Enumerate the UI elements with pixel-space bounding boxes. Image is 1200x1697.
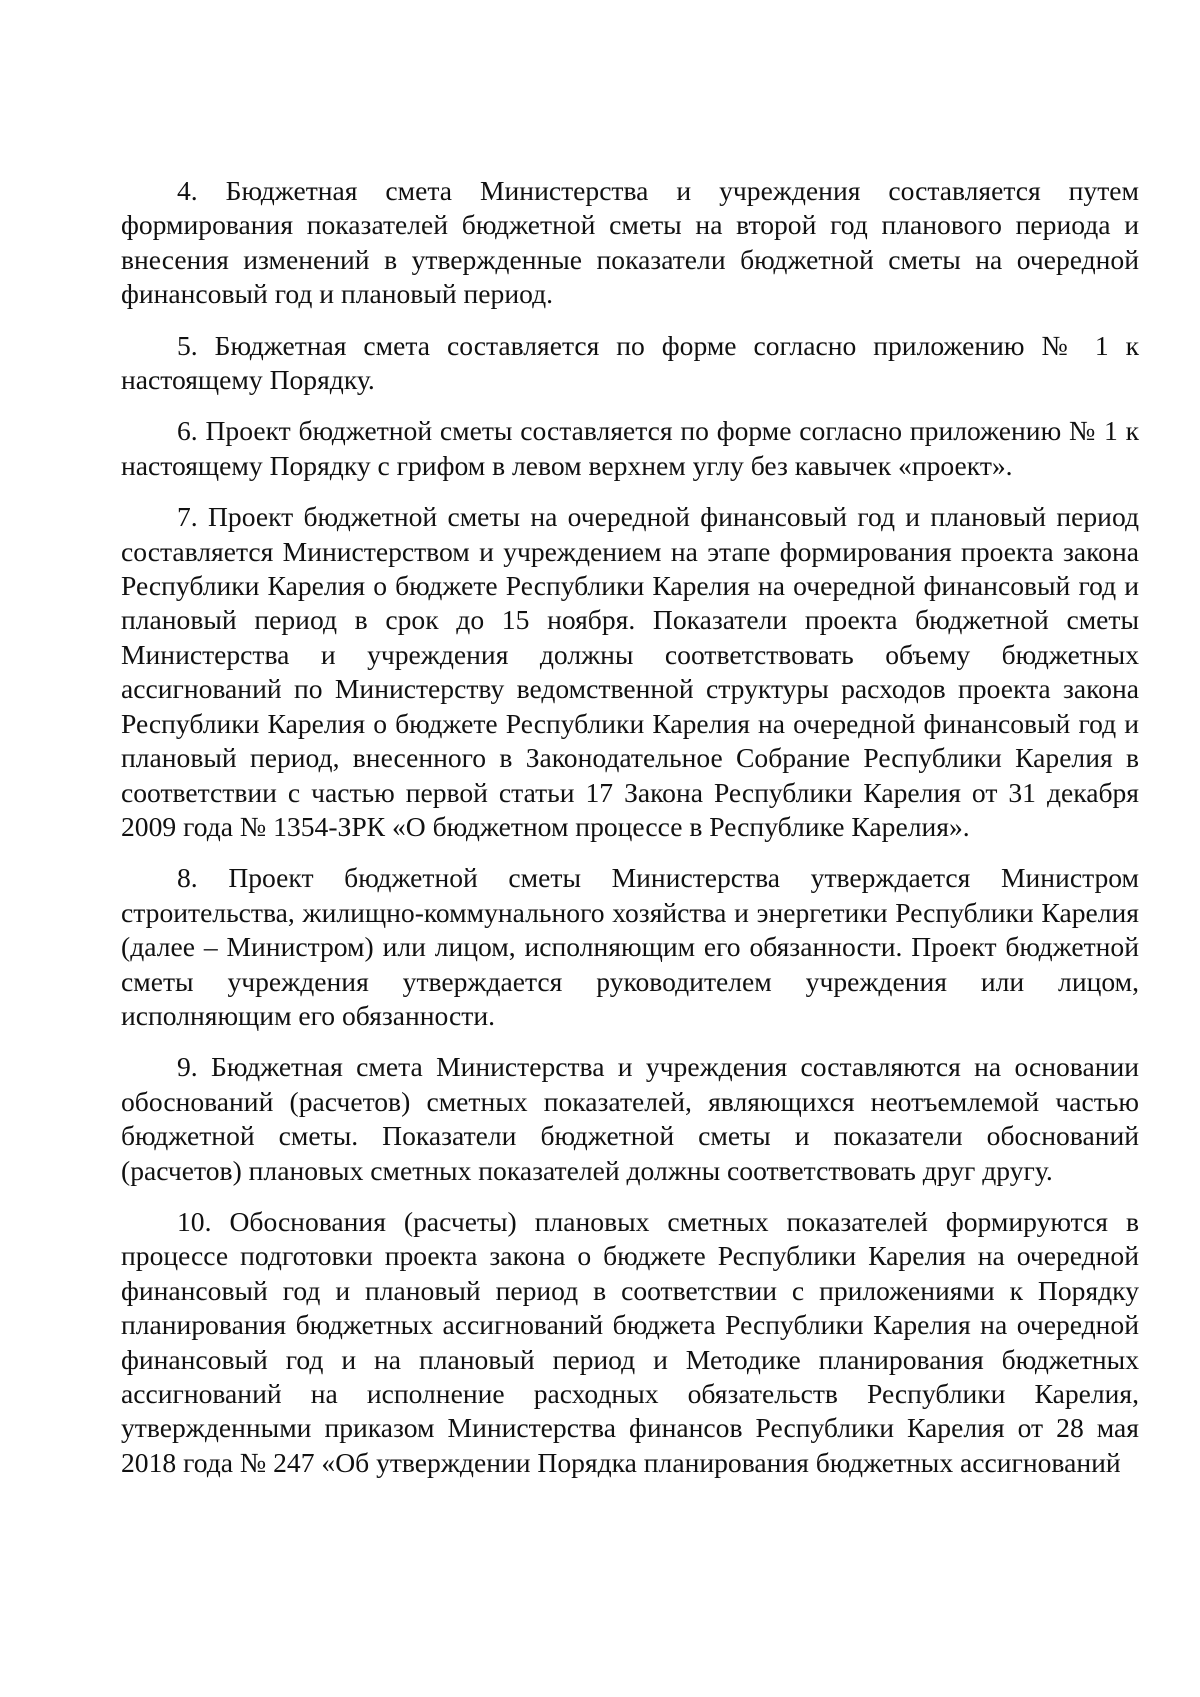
paragraph-9: 9. Бюджетная смета Министерства и учреждения составляются на основании обоснований (расчетов) сметных показателей, являющихся неотъемлемой частью бюджетной сметы. Показатели бюджетной сметы и показатели обоснований (расчетов) плановых сметных показателей должны соответствовать друг другу.	[121, 1051, 1139, 1186]
paragraph-5: 5. Бюджетная смета составляется по форме согласно приложению № 1 к настоящему Порядку.	[121, 329, 1139, 396]
paragraph-7: 7. Проект бюджетной сметы на очередной финансовый год и плановый период составляется Министерством и учреждением на этапе формирования проекта закона Республики Карелия о бюджете Республики Карелия на очередной финансовый год и плановый период в срок до 15 ноября. Показатели проекта бюджетной сметы Министерства и учреждения должны соответствовать объему бюджетных ассигнований по Министерству ведомственной структуры расходов проекта закона Республики Карелия о бюджете Республики Карелия на очередной финансовый год и плановый период, внесенного в Законодательное Собрание Республики Карелия в соответствии с частью первой статьи 17 Закона Республики Карелия от 31 декабря 2009 года № 1354-ЗРК «О бюджетном процессе в Республике Карелия».	[121, 501, 1139, 842]
paragraph-8: 8. Проект бюджетной сметы Министерства утверждается Министром строительства, жилищно-коммунального хозяйства и энергетики Республики Карелия (далее – Министром) или лицом, исполняющим его обязанности. Проект бюджетной сметы учреждения утверждается руководителем учреждения или лицом, исполняющим его обязанности.	[121, 862, 1139, 1031]
document-body	[121, 174, 1139, 1497]
paragraph-4: 4. Бюджетная смета Министерства и учреждения составляется путем формирования показателей бюджетной сметы на второй год планового периода и внесения изменений в утвержденные показатели бюджетной сметы на очередной финансовый год и плановый период.	[121, 175, 1139, 310]
paragraph-10: 10. Обоснования (расчеты) плановых сметных показателей формируются в процессе подготовки проекта закона о бюджете Республики Карелия на очередной финансовый год и плановый период в соответствии с приложениями к Порядку планирования бюджетных ассигнований бюджета Республики Карелия на очередной финансовый год и на плановый период и Методике планирования бюджетных ассигнований на исполнение расходных обязательств Республики Карелия, утвержденными приказом Министерства финансов Республики Карелия от 28 мая 2018 года № 247 «Об утверждении Порядка планирования бюджетных ассигнований	[121, 1205, 1139, 1478]
paragraph-6: 6. Проект бюджетной сметы составляется по форме согласно приложению № 1 к настоящему Порядку с грифом в левом верхнем углу без кавычек «проект».	[121, 415, 1139, 481]
